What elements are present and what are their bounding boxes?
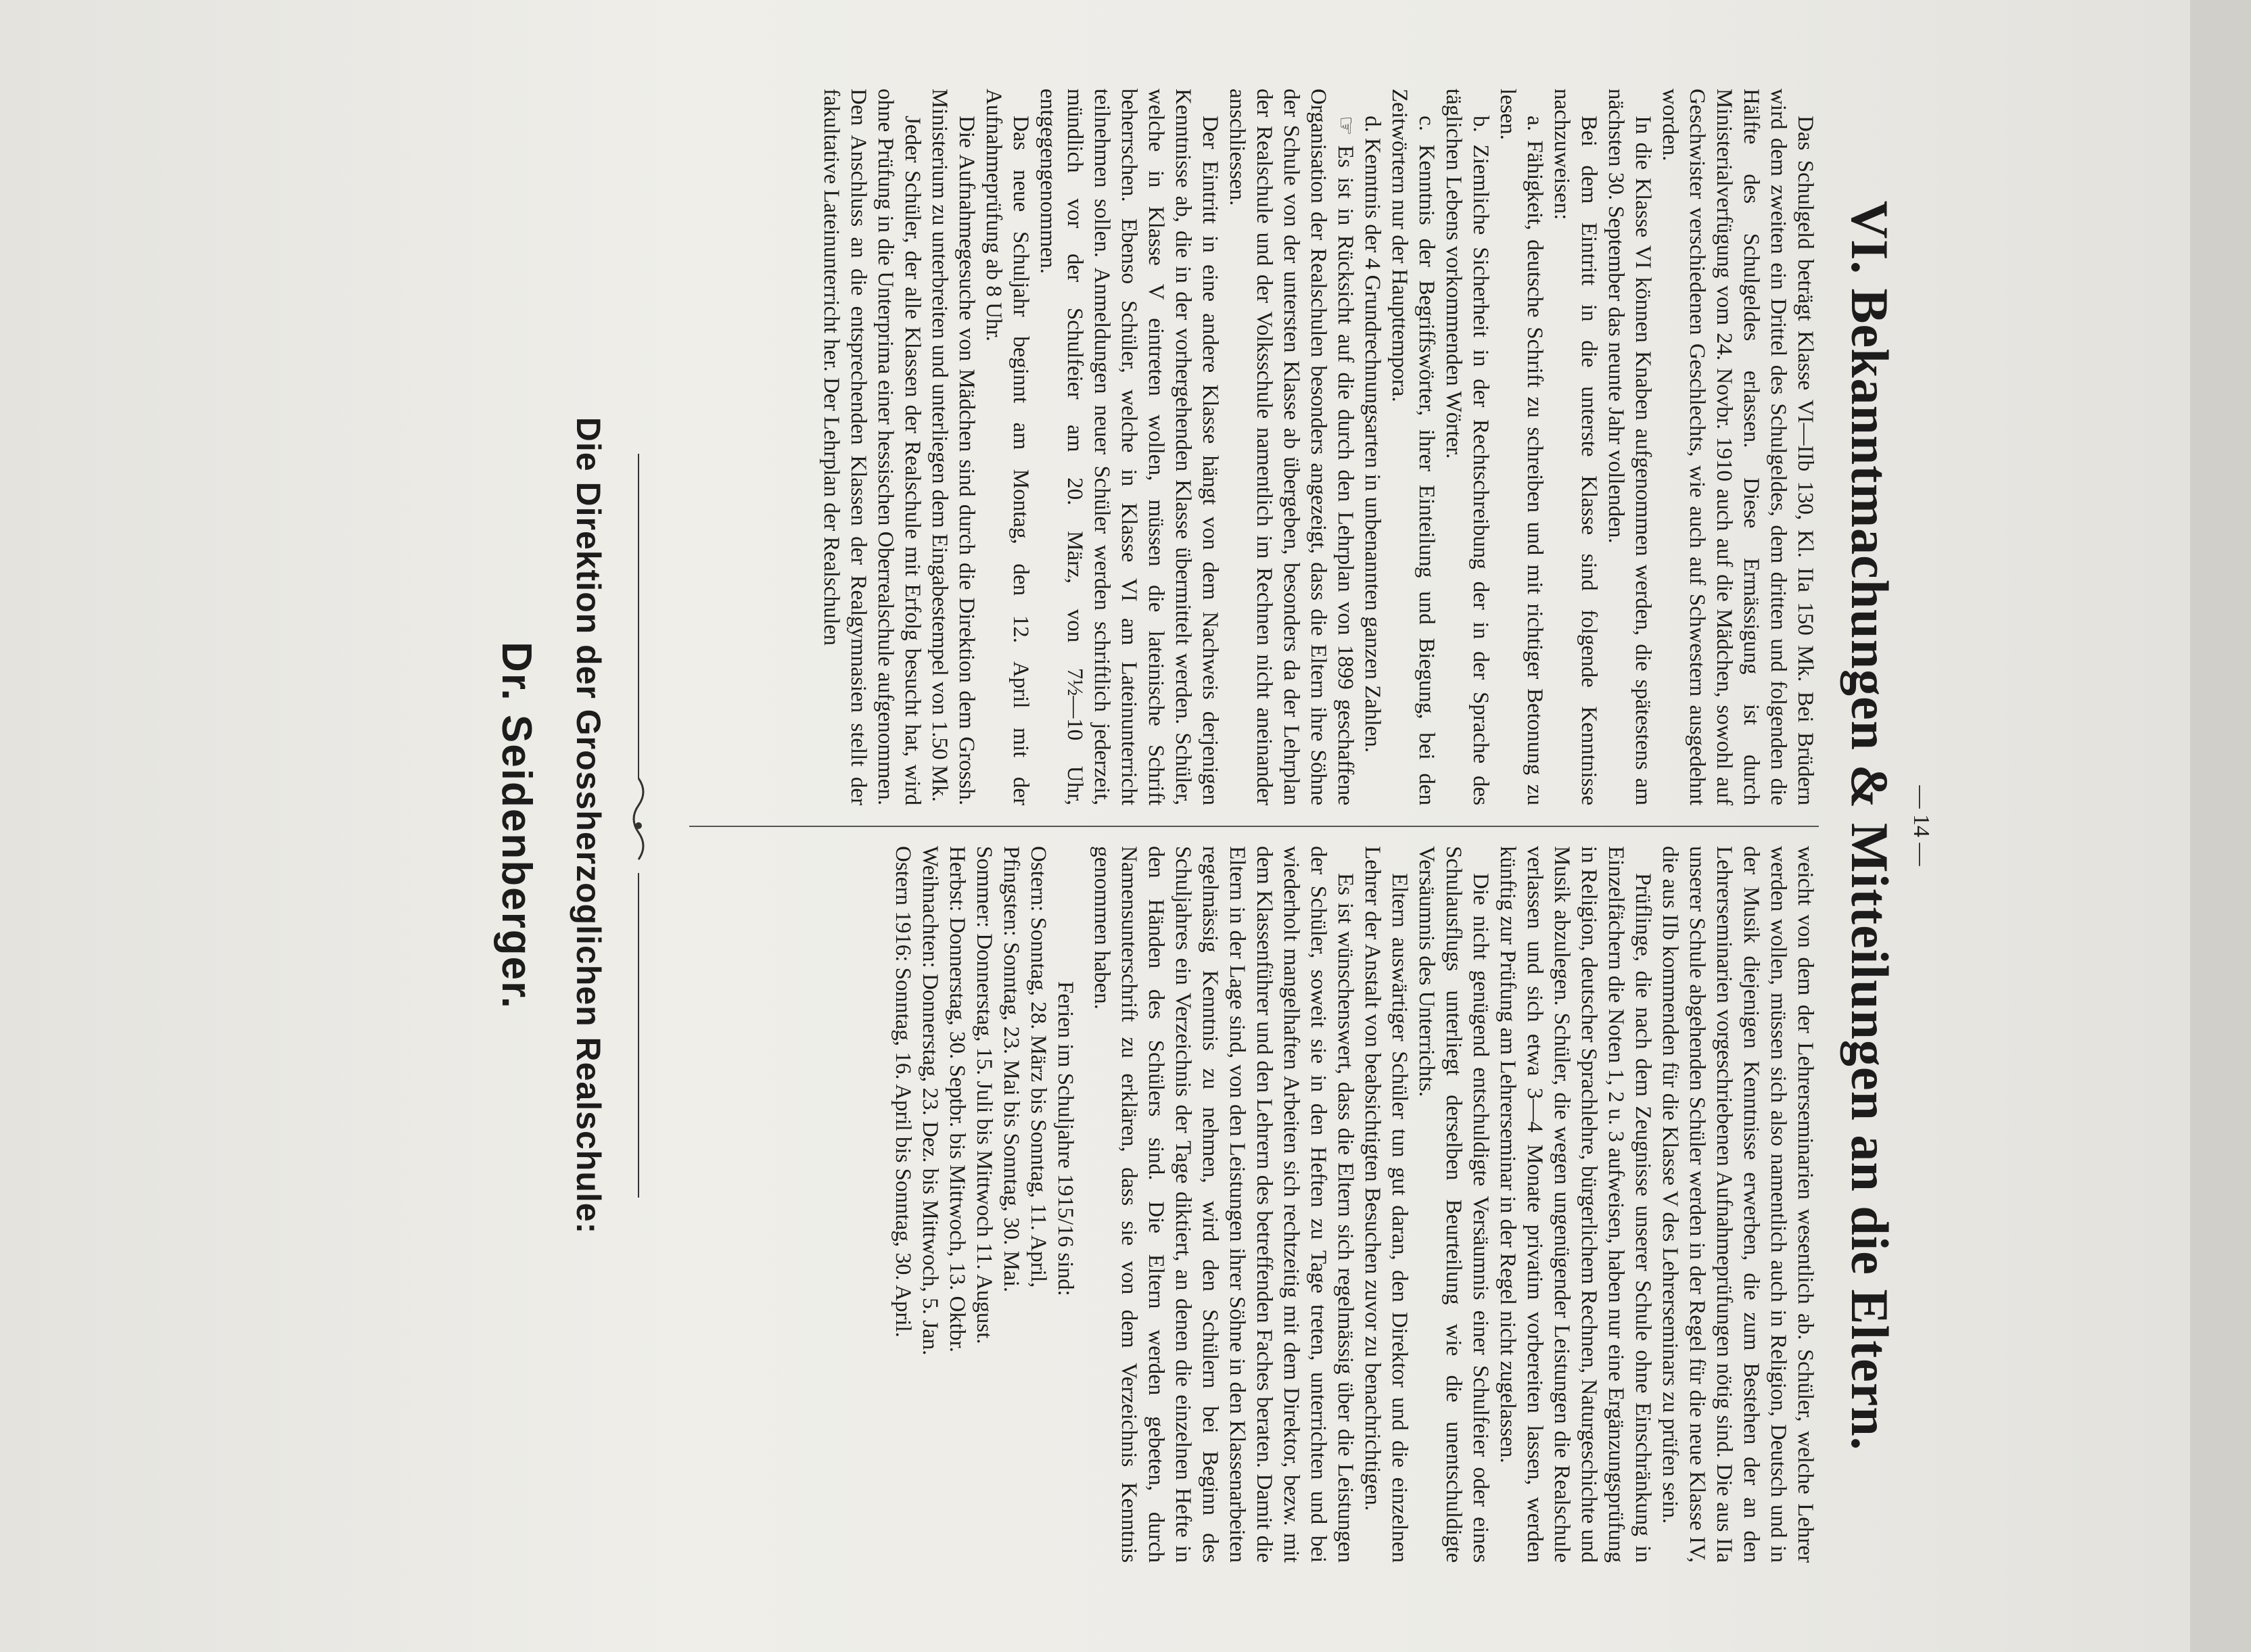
page-number: — 14 — bbox=[1909, 785, 1934, 866]
paragraph: weicht von dem der Lehrerseminarien wesentlich ab. Schüler, welche Lehrer werden wollen, müssen sich also namentlich auch in Religion, Deutsch und in der Musik diejenigen Kenntnisse erwerben, die zum Bestehen der an den Lehrerseminarien vorgeschriebenen Aufnahmeprüfungen nötig sind. Die aus IIa unserer Schule abgehenden Schüler werden in der Regel für die neue Klasse IV, die aus IIb kommenden für die Klasse V des Lehrerseminars zu prüfen sein. bbox=[1658, 846, 1817, 1563]
paragraph: Bei dem Eintritt in die unterste Klasse sind folgende Kenntnisse nachzuweisen: bbox=[1550, 89, 1601, 805]
paragraph: Jeder Schüler, der alle Klassen der Realschule mit Erfolg besucht hat, wird ohne Prüfung in die Unterprima einer hessischen Oberrealschule aufgenommen. Den Anschluss an die entsprechenden Klassen der Realgymnasien stellt der fakultative Lateinunterricht her. Der Lehrplan der Realschulen bbox=[819, 89, 925, 805]
paragraph: c. Kenntnis der Begriffswörter, ihrer Einteilung und Biegung, bei den Zeitwörtern nur der Haupttempora. bbox=[1387, 89, 1439, 805]
paragraph: Der Eintritt in eine andere Klasse hängt von dem Nachweis derjenigen Kenntnisse ab, die in der vorhergehenden Klasse übermittelt werden. Schüler, welche in Klasse V eintreten wollen, müssen die lateinische Schrift beherrschen. Ebenso Schüler, welche in Klasse VI am Lateinunterricht teilnehmen sollen. Anmeldungen neuer Schüler werden schriftlich jederzeit, mündlich vor der Schulfeier am 20. März, von 7½—10 Uhr, entgegengenommen. bbox=[1036, 89, 1222, 805]
signature-institution: Die Direktion der Grossherzoglichen Realschule: bbox=[570, 417, 607, 1235]
paragraph: Es ist wünschenswert, dass die Eltern sich regelmässig über die Leistungen der Schüler, soweit sie in den Heften zu Tage treten, unterrichten und bei wiederholt mangelhaften Arbeiten sich rechtzeitig mit dem Direktor, bezw. mit dem Klassenführer und den Lehrern des betreffenden Faches beraten. Damit die Eltern in der Lage sind, von den Leistungen ihrer Söhne in den Klassenarbeiten regelmässig Kenntnis zu nehmen, wird den Schülern bei Beginn des Schuljahres ein Verzeichnis der Tage diktiert, an denen die einzelnen Hefte in den Händen des Schülers sind. Die Eltern werden gebeten, durch Namensunterschrift zu erklären, dass sie von dem Verzeichnis Kenntnis genommen haben. bbox=[1090, 846, 1357, 1563]
paragraph: Die nicht genügend entschuldigte Versäumnis einer Schulfeier oder eines Schulausflugs unterliegt derselben Beurteilung wie die unentschuldigte Versäumnis des Unterrichts. bbox=[1414, 846, 1493, 1563]
pointing-hand-icon: ☞ bbox=[1333, 116, 1357, 136]
holiday-line: Ostern: Sonntag, 28. März bis Sonntag, 11. April, bbox=[1026, 846, 1050, 1288]
ornament-divider bbox=[628, 454, 649, 1198]
paragraph: Das Schulgeld beträgt Klasse VI—IIb 130, Kl. IIa 150 Mk. Bei Brüdern wird dem zweiten ein Drittel des Schulgeldes, dem dritten und folgenden die Hälfte des Schulgeldes erlassen. Diese Ermässigung ist durch Ministerialverfügung vom 24. Novbr. 1910 auch auf die Mädchen, sowohl auf Geschwister verschiedenen Geschlechts, wie auch auf Schwestern ausgedehnt worden. bbox=[1658, 89, 1817, 805]
paragraph: b. Ziemliche Sicherheit in der Rechtschreibung der in der Sprache des täglichen Lebens vorkommenden Wörter. bbox=[1441, 89, 1493, 805]
holiday-line: Sommer: Donnerstag, 15. Juli bis Mittwoch 11. August. bbox=[972, 846, 996, 1344]
signature-name: Dr. Seidenberger. bbox=[493, 642, 540, 1010]
paragraph: Prüflinge, die nach dem Zeugnisse unserer Schule ohne Einschränkung in Einzelfächern die Noten 1, 2 u. 3 aufweisen, haben nur eine Ergänzungsprüfung in Religion, deutscher Sprachlehre, bürgerlichem Rechnen, Naturgeschichte und Musik abzulegen. Schüler, die wegen ungenügender Leistungen die Realschule verlassen und sich etwa 3—4 Monate privatim vorbereiten lassen, werden künftig zur Prüfung am Lehrerseminar in der Regel nicht zugelassen. bbox=[1495, 846, 1655, 1563]
holiday-line: Weihnachten: Donnerstag, 23. Dez. bis Mittwoch, 5. Jan. bbox=[918, 846, 942, 1356]
paragraph: Eltern auswärtiger Schüler tun gut daran, den Direktor und die einzelnen Lehrer der Anstalt von beabsichtigten Besuchen zuvor zu benachrichtigen. bbox=[1360, 846, 1412, 1563]
paragraph: d. Kenntnis der 4 Grundrechnungsarten in unbenannten ganzen Zahlen. bbox=[1360, 116, 1385, 753]
page-title: VI. Bekanntmachungen & Mitteilungen an die Eltern. bbox=[1840, 200, 1899, 1451]
left-column bbox=[818, 89, 1819, 805]
paragraph bbox=[1224, 89, 1359, 805]
paragraph: a. Fähigkeit, deutsche Schrift zu schreiben und mit richtiger Betonung zu lesen. bbox=[1495, 89, 1547, 805]
rotated-page bbox=[304, 48, 1947, 1603]
paragraph: Das neue Schuljahr beginnt am Montag, den 12. April mit der Aufnahmeprüfung ab 8 Uhr. bbox=[981, 89, 1033, 805]
holiday-line: Pfingsten: Sonntag, 23. Mai bis Sonntag, 30. Mai. bbox=[999, 846, 1023, 1292]
paragraph-text: Es ist in Rücksicht auf die durch den Lehrplan von 1899 geschaffene Organisation der Realschulen besonders angezeigt, dass die Eltern ihre Söhne der Schule von der untersten Klasse ab übergeben, besonders da der Lehrplan der Realschule und der Volksschule namentlich im Rechnen nicht aneinander anschliessen. bbox=[1225, 89, 1357, 806]
right-column bbox=[889, 846, 1819, 1563]
holidays-heading: Ferien im Schuljahre 1915/16 sind: bbox=[1053, 981, 1077, 1296]
holiday-line: Ostern 1916: Sonntag, 16. April bis Sonntag, 30. April. bbox=[891, 846, 915, 1338]
column-divider bbox=[689, 826, 1819, 827]
holiday-line: Herbst: Donnerstag, 30. Septbr. bis Mittwoch, 13. Oktbr. bbox=[945, 846, 969, 1352]
paragraph: In die Klasse VI können Knaben aufgenommen werden, die spätestens am nächsten 30. September das neunte Jahr vollenden. bbox=[1604, 89, 1655, 805]
paragraph: Die Aufnahmegesuche von Mädchen sind durch die Direktion dem Grossh. Ministerium zu unterbreiten und unterliegen dem Eingabestempel von 1.50 Mk. bbox=[927, 89, 979, 805]
page-edge bbox=[2190, 0, 2251, 1652]
